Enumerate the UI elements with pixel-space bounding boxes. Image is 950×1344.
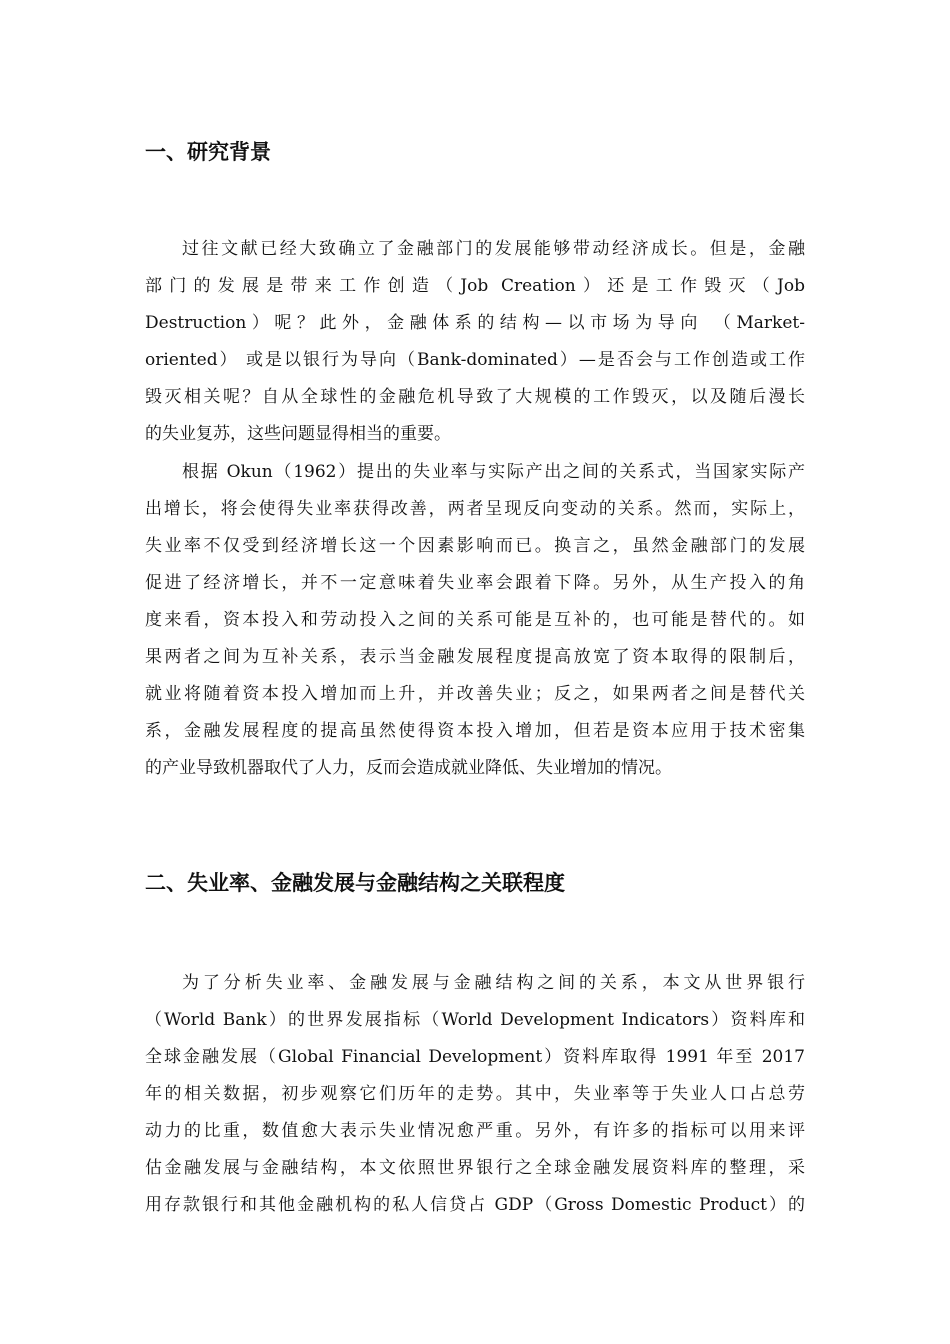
text-line: 动力的比重，数值愈大表示失业情况愈严重。另外，有许多的指标可以用来评	[145, 1121, 805, 1141]
text-line: 估金融发展与金融结构，本文依照世界银行之全球金融发展资料库的整理，采	[145, 1158, 805, 1178]
text-line: 系，金融发展程度的提高虽然使得资本投入增加，但若是资本应用于技术密集	[145, 721, 805, 741]
paragraph-unemployment-finance-1	[145, 965, 805, 1224]
text-line: 为了分析失业率、金融发展与金融结构之间的关系，本文从世界银行	[182, 973, 805, 993]
text-line: 过往文献已经大致确立了金融部门的发展能够带动经济成长。但是，金融	[182, 239, 805, 259]
text-line: 年的相关数据，初步观察它们历年的走势。其中，失业率等于失业人口占总劳	[145, 1084, 805, 1104]
text-line: 部门的发展是带来工作创造（Job Creation）还是工作毁灭（Job	[145, 276, 805, 296]
text-line: 就业将随着资本投入增加而上升，并改善失业；反之，如果两者之间是替代关	[145, 684, 805, 704]
text-line: 失业率不仅受到经济增长这一个因素影响而已。换言之，虽然金融部门的发展	[145, 536, 805, 556]
text-line: 全球金融发展（Global Financial Development）资料库取得 1991 年至 2017	[145, 1047, 805, 1067]
text-line: 出增长，将会使得失业率获得改善，两者呈现反向变动的关系。然而，实际上，	[145, 499, 805, 519]
text-line: oriented） 或是以银行为导向（Bank-dominated）—是否会与工作创造或工作	[145, 350, 805, 370]
text-line: 果两者之间为互补关系，表示当金融发展程度提高放宽了资本取得的限制后，	[145, 647, 805, 667]
paragraph-research-background-2	[145, 454, 805, 787]
section-heading-research-background: 一、研究背景	[145, 140, 271, 164]
text-line: 的产业导致机器取代了人力，反而会造成就业降低、失业增加的情况。	[145, 758, 672, 778]
text-line: 根据 Okun（1962）提出的失业率与实际产出之间的关系式，当国家实际产	[182, 462, 805, 482]
text-line: 毁灭相关呢？自从全球性的金融危机导致了大规模的工作毁灭，以及随后漫长	[145, 387, 805, 407]
text-line: 促进了经济增长，并不一定意味着失业率会跟着下降。另外，从生产投入的角	[145, 573, 805, 593]
text-line: 的失业复苏，这些问题显得相当的重要。	[145, 424, 451, 444]
text-line: （World Bank）的世界发展指标（World Development Indicators）资料库和	[145, 1010, 805, 1030]
text-line: Destruction）呢？此外，金融体系的结构—以市场为导向 （Market-	[145, 313, 805, 333]
paragraph-research-background-1	[145, 231, 805, 453]
text-line: 用存款银行和其他金融机构的私人信贷占 GDP（Gross Domestic Product）的	[145, 1195, 805, 1215]
text-line: 度来看，资本投入和劳动投入之间的关系可能是互补的，也可能是替代的。如	[145, 610, 805, 630]
section-heading-unemployment-finance: 二、失业率、金融发展与金融结构之关联程度	[145, 871, 565, 895]
